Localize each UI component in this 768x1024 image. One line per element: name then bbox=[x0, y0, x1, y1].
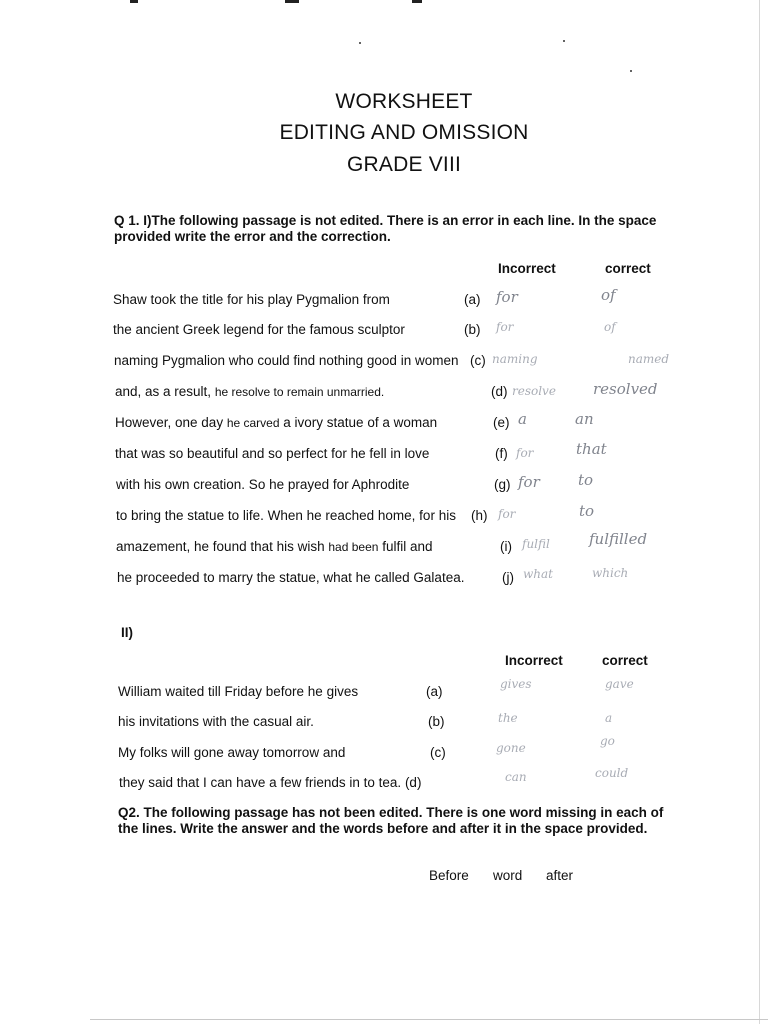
scan-mark bbox=[130, 0, 138, 3]
scan-mark bbox=[412, 0, 422, 3]
answer-correct: could bbox=[595, 766, 629, 780]
grade-label: GRADE VIII bbox=[346, 153, 462, 176]
passage-line: that was so beautiful and so perfect for he fell in love bbox=[115, 446, 430, 461]
line-label: (e) bbox=[493, 415, 510, 430]
answer-incorrect: resolve bbox=[512, 384, 556, 398]
answer-incorrect: for bbox=[496, 320, 514, 334]
answer-incorrect: gone bbox=[496, 741, 526, 755]
answer-correct: that bbox=[576, 440, 607, 458]
answer-correct: of bbox=[601, 286, 616, 304]
answer-correct: to bbox=[579, 502, 595, 520]
line-label: (i) bbox=[500, 539, 512, 554]
answer-incorrect: for bbox=[516, 446, 534, 460]
line-label: (j) bbox=[502, 570, 514, 585]
answer-correct: an bbox=[575, 410, 594, 428]
passage-line: My folks will gone away tomorrow and bbox=[118, 745, 346, 760]
answer-correct: fulfilled bbox=[589, 530, 648, 548]
line-label: (b) bbox=[464, 322, 481, 337]
answer-incorrect: what bbox=[523, 567, 553, 581]
answer-correct: to bbox=[578, 471, 594, 489]
q1-col-correct: correct bbox=[605, 261, 651, 276]
worksheet-subtitle: EDITING AND OMISSION bbox=[279, 121, 529, 144]
line-label: (f) bbox=[495, 446, 508, 461]
page-edge bbox=[90, 1019, 768, 1020]
line-label: (g) bbox=[494, 477, 511, 492]
scan-speck bbox=[630, 70, 632, 72]
answer-correct: gave bbox=[605, 677, 634, 691]
q1-instruction: Q 1. I)The following passage is not edited. There is an error in each line. In the space provided write the error and the correction. bbox=[114, 213, 657, 244]
worksheet-title: WORKSHEET bbox=[335, 90, 473, 113]
passage-line: amazement, he found that his wish had been fulfil and bbox=[116, 539, 433, 554]
q1b-col-correct: correct bbox=[602, 653, 648, 668]
answer-incorrect: a bbox=[518, 410, 527, 428]
answer-incorrect: fulfil bbox=[522, 537, 550, 551]
passage-line: they said that I can have a few friends in to tea. (d) bbox=[119, 775, 422, 790]
line-label: (c) bbox=[470, 353, 486, 368]
line-label: (h) bbox=[471, 508, 488, 523]
passage-line: with his own creation. So he prayed for Aphrodite bbox=[116, 477, 410, 492]
line-label: (b) bbox=[428, 714, 445, 729]
answer-correct: of bbox=[604, 320, 616, 334]
passage-line: his invitations with the casual air. bbox=[118, 714, 314, 729]
answer-correct: a bbox=[605, 711, 613, 725]
q2-col-before: Before bbox=[429, 868, 469, 883]
q1-col-incorrect: Incorrect bbox=[498, 261, 556, 276]
scan-speck bbox=[563, 40, 565, 42]
answer-correct: which bbox=[592, 566, 629, 580]
q2-instruction: Q2. The following passage has not been edited. There is one word missing in each of the lines. Write the answer and the words before and after it in the space provided. bbox=[118, 805, 664, 836]
passage-line: naming Pygmalion who could find nothing good in women bbox=[114, 353, 459, 368]
scan-mark bbox=[285, 0, 299, 3]
passage-line: However, one day he carved a ivory statue of a woman bbox=[115, 415, 438, 430]
line-label: (a) bbox=[426, 684, 443, 699]
passage-line: he proceeded to marry the statue, what he called Galatea. bbox=[117, 570, 465, 585]
line-label: (a) bbox=[464, 292, 481, 307]
answer-correct: resolved bbox=[593, 380, 658, 398]
line-label: (d) bbox=[491, 384, 508, 399]
line-label: (c) bbox=[430, 745, 446, 760]
q2-col-word: word bbox=[493, 868, 523, 883]
answer-incorrect: for bbox=[496, 288, 518, 306]
passage-line: to bring the statue to life. When he reached home, for his bbox=[116, 508, 456, 523]
passage-line: William waited till Friday before he gives bbox=[118, 684, 359, 699]
answer-incorrect: for bbox=[518, 473, 540, 491]
answer-correct: named bbox=[628, 352, 670, 366]
passage-line: and, as a result, he resolve to remain unmarried. bbox=[115, 384, 385, 399]
answer-incorrect: the bbox=[498, 711, 518, 725]
passage-line: Shaw took the title for his play Pygmalion from bbox=[113, 292, 390, 307]
passage-line: the ancient Greek legend for the famous sculptor bbox=[113, 322, 405, 337]
scan-speck bbox=[359, 42, 361, 44]
answer-incorrect: naming bbox=[492, 352, 538, 366]
answer-incorrect: gives bbox=[500, 677, 532, 691]
answer-correct: go bbox=[600, 734, 615, 748]
q2-col-after: after bbox=[546, 868, 574, 883]
answer-incorrect: can bbox=[505, 770, 527, 784]
section-ii-heading: II) bbox=[121, 625, 133, 640]
answer-incorrect: for bbox=[498, 507, 516, 521]
q1b-col-incorrect: Incorrect bbox=[505, 653, 563, 668]
